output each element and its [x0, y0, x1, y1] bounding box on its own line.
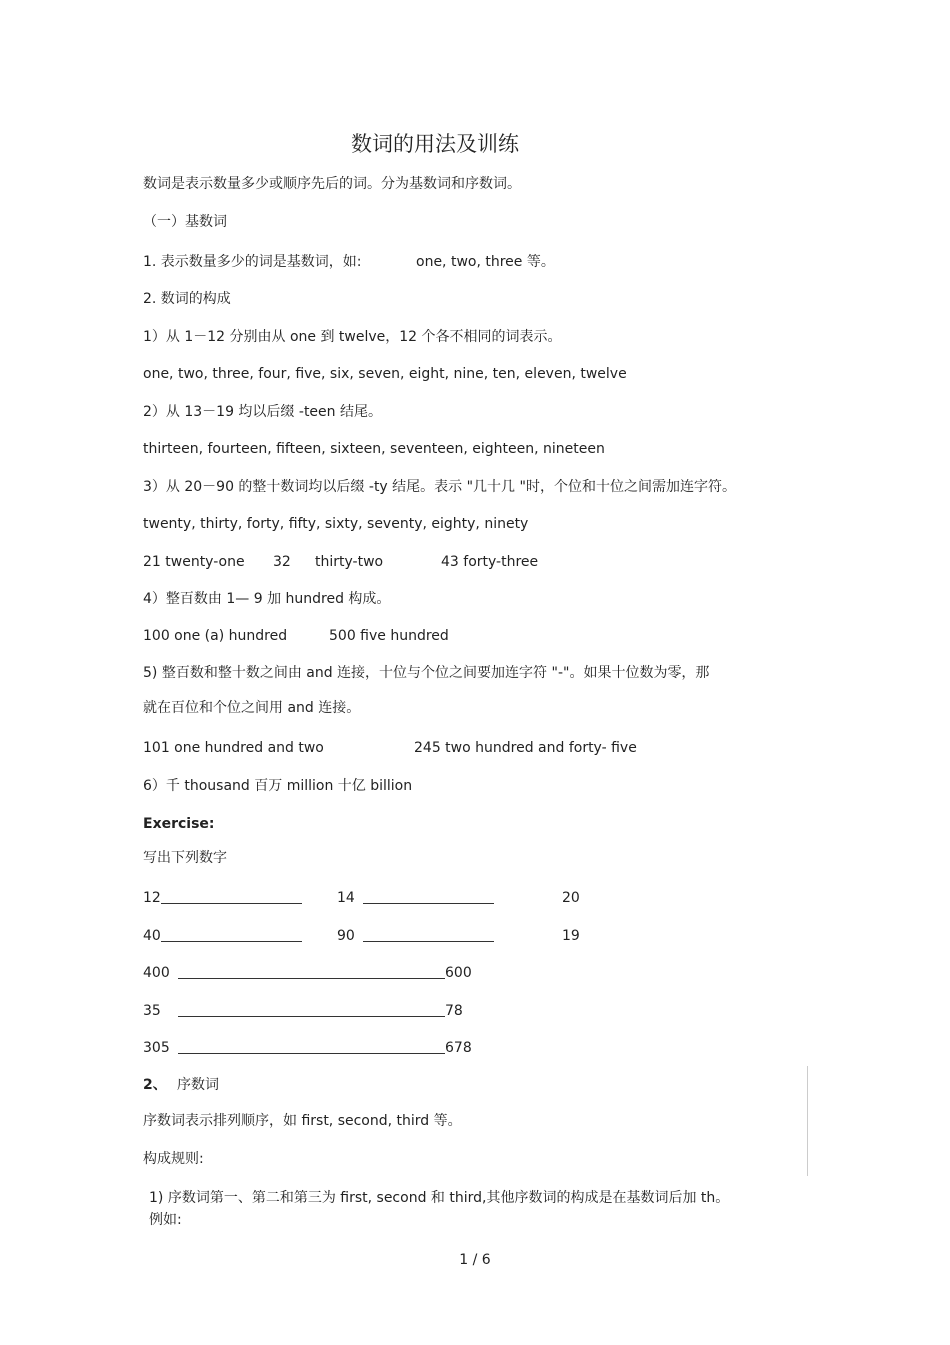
ordinal-rule1-line1: 1) 序数词第一、第二和第三为 first, second 和 third,其他序数词的构成是在基数词后加 th。: [149, 1190, 730, 1206]
exercise-number: 400: [143, 965, 170, 981]
rule2-list: thirteen, fourteen, fifteen, sixteen, seventeen, eighteen, nineteen: [143, 441, 605, 457]
section2-number: 2、: [143, 1077, 167, 1093]
rule4-text: 4）整百数由 1— 9 加 hundred 构成。: [143, 591, 391, 607]
rule1-text: 1）从 1－12 分别由从 one 到 twelve，12 个各不相同的词表示。: [143, 329, 562, 345]
exercise-number: 12: [143, 890, 161, 906]
answer-blank[interactable]: [161, 903, 302, 904]
answer-blank[interactable]: [161, 941, 302, 942]
rule4-example-2: 500 five hundred: [329, 628, 449, 644]
rule1-list: one, two, three, four, five, six, seven, eight, nine, ten, eleven, twelve: [143, 366, 627, 382]
rule5-text-line1: 5) 整百数和整十数之间由 and 连接，十位与个位之间要加连字符 "-"。如果十位数为零，那: [143, 665, 710, 681]
rule6-text: 6）千 thousand 百万 million 十亿 billion: [143, 778, 413, 794]
rule5-example-1: 101 one hundred and two: [143, 740, 324, 756]
answer-blank[interactable]: [363, 903, 494, 904]
exercise-number: 678: [445, 1040, 472, 1056]
exercise-number: 20: [562, 890, 580, 906]
exercise-number: 35: [143, 1003, 161, 1019]
exercise-number: 40: [143, 928, 161, 944]
answer-blank[interactable]: [178, 978, 445, 979]
page-number: 1 / 6: [459, 1252, 491, 1268]
answer-blank[interactable]: [178, 1016, 445, 1017]
rule3-example-2-word: thirty-two: [315, 554, 384, 570]
section2-heading: 序数词: [177, 1077, 219, 1093]
p1-examples: one, two, three 等。: [416, 254, 555, 270]
answer-blank[interactable]: [363, 941, 494, 942]
section1-heading: （一）基数词: [143, 214, 227, 230]
margin-rule: [807, 1066, 808, 1176]
rule3-example-1: 21 twenty-one: [143, 554, 245, 570]
page-title: 数词的用法及训练: [351, 132, 519, 156]
exercise-number: 305: [143, 1040, 170, 1056]
rule5-example-2: 245 two hundred and forty- five: [414, 740, 637, 756]
exercise-number: 600: [445, 965, 472, 981]
rule5-text-line2: 就在百位和个位之间用 and 连接。: [143, 700, 361, 716]
exercise-number: 19: [562, 928, 580, 944]
ordinal-rule1-line2: 例如:: [149, 1212, 182, 1228]
rule3-example-2-number: 32: [273, 554, 291, 570]
exercise-number: 14: [337, 890, 355, 906]
exercise-number: 90: [337, 928, 355, 944]
rule3-list: twenty, thirty, forty, fifty, sixty, seventy, eighty, ninety: [143, 516, 529, 532]
intro-text: 数词是表示数量多少或顺序先后的词。分为基数词和序数词。: [143, 176, 521, 192]
p1-text: 1. 表示数量多少的词是基数词，如:: [143, 254, 362, 270]
rule4-example-1: 100 one (a) hundred: [143, 628, 288, 644]
rule3-example-3: 43 forty-three: [441, 554, 539, 570]
exercise-number: 78: [445, 1003, 463, 1019]
exercise-instructions: 写出下列数字: [143, 850, 227, 866]
rule2-text: 2）从 13－19 均以后缀 -teen 结尾。: [143, 404, 382, 420]
p2-text: 2. 数词的构成: [143, 291, 231, 307]
exercise-heading: Exercise:: [143, 816, 215, 832]
rule3-text: 3）从 20－90 的整十数词均以后缀 -ty 结尾。表示 "几十几 "时，个位和十位之间需加连字符。: [143, 479, 736, 495]
answer-blank[interactable]: [178, 1053, 445, 1054]
rules-heading: 构成规则:: [143, 1151, 204, 1167]
ordinal-intro: 序数词表示排列顺序，如 first, second, third 等。: [143, 1113, 462, 1129]
